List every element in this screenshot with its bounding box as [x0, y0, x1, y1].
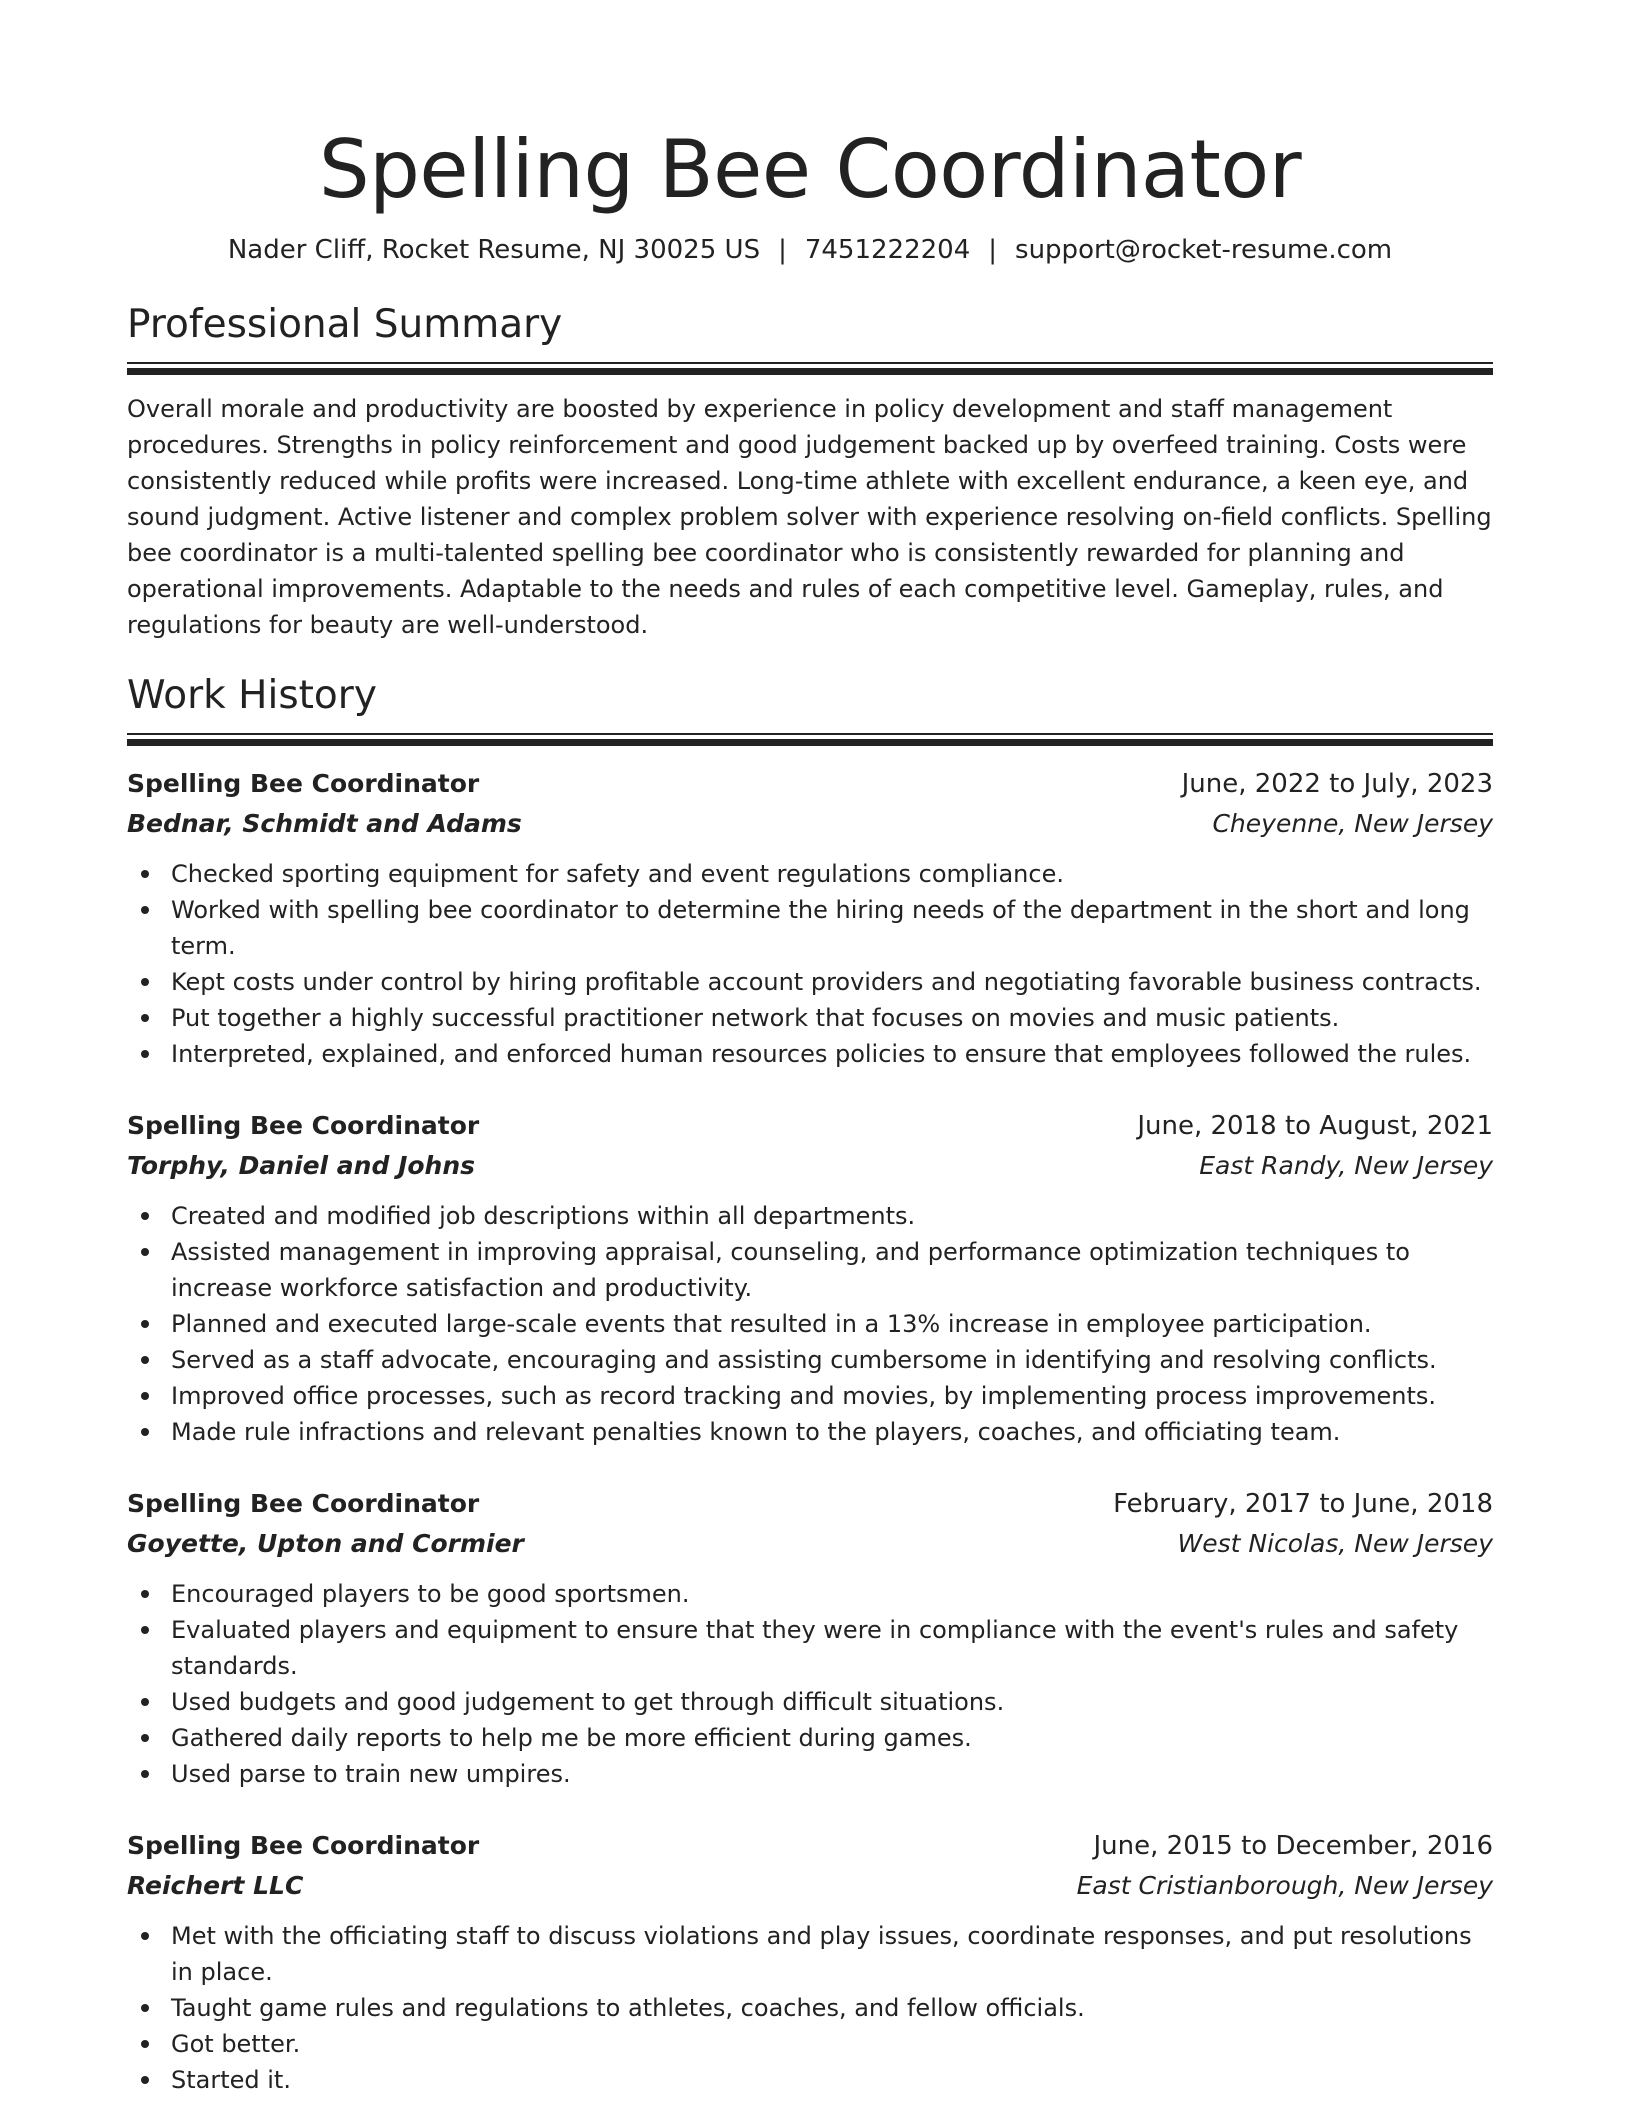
job-bullet — [127, 856, 1493, 892]
contact-address: Nader Cliff, Rocket Resume, NJ 30025 US — [227, 235, 761, 265]
job-bullet — [127, 2062, 1493, 2098]
job-dates: June, 2022 to July, 2023 — [1181, 769, 1493, 799]
section-divider-thick — [127, 739, 1493, 746]
bullet-dot-icon — [141, 1734, 149, 1742]
job-bullet — [127, 1612, 1493, 1684]
bullet-dot-icon — [141, 1428, 149, 1436]
job-title: Spelling Bee Coordinator — [127, 769, 480, 798]
bullet-dot-icon — [141, 978, 149, 986]
job-bullet — [127, 1198, 1493, 1234]
job-dates: June, 2018 to August, 2021 — [1137, 1111, 1493, 1141]
bullet-dot-icon — [141, 1698, 149, 1706]
job-company-row — [127, 1868, 1493, 1904]
job-bullet-text: Met with the officiating staff to discuss violations and play issues, coordinate responses, and put resolutions in place. — [171, 1922, 1472, 1986]
job-bullet-text: Created and modified job descriptions within all departments. — [171, 1202, 916, 1230]
job-bullet-text: Served as a staff advocate, encouraging and assisting cumbersome in identifying and resolving conflicts. — [171, 1346, 1437, 1374]
job-bullet-text: Encouraged players to be good sportsmen. — [171, 1580, 690, 1608]
job-title: Spelling Bee Coordinator — [127, 1831, 480, 1860]
job-entry — [127, 1486, 1493, 1792]
job-header-row — [127, 1828, 1493, 1864]
job-dates: June, 2015 to December, 2016 — [1093, 1831, 1493, 1861]
bullet-dot-icon — [141, 870, 149, 878]
bullet-dot-icon — [141, 1590, 149, 1598]
job-bullet — [127, 1918, 1493, 1990]
job-dates: February, 2017 to June, 2018 — [1113, 1489, 1493, 1519]
job-company: Torphy, Daniel and Johns — [127, 1151, 476, 1180]
work-history-section — [127, 671, 1493, 2098]
bullet-dot-icon — [141, 1320, 149, 1328]
bullet-dot-icon — [141, 1770, 149, 1778]
job-bullet-list — [127, 1198, 1493, 1450]
job-bullet-text: Assisted management in improving appraisal, counseling, and performance optimization techniques to increase workforce satisfaction and productivity. — [171, 1238, 1410, 1302]
job-bullet-text: Planned and executed large-scale events that resulted in a 13% increase in employee participation. — [171, 1310, 1372, 1338]
job-bullet-text: Got better. — [171, 2030, 301, 2058]
job-title: Spelling Bee Coordinator — [127, 1111, 480, 1140]
job-bullet-text: Put together a highly successful practitioner network that focuses on movies and music patients. — [171, 1004, 1340, 1032]
bullet-dot-icon — [141, 1356, 149, 1364]
contact-separator: | — [778, 235, 787, 265]
job-bullet — [127, 892, 1493, 964]
summary-heading: Professional Summary — [127, 302, 563, 347]
job-company-row — [127, 1526, 1493, 1562]
job-bullet — [127, 1000, 1493, 1036]
bullet-dot-icon — [141, 2040, 149, 2048]
job-bullet-text: Checked sporting equipment for safety and event regulations compliance. — [171, 860, 1064, 888]
job-bullet — [127, 1036, 1493, 1072]
job-location: East Cristianborough, New Jersey — [1076, 1871, 1493, 1900]
bullet-dot-icon — [141, 1248, 149, 1256]
summary-section — [127, 300, 1493, 643]
job-bullet — [127, 1576, 1493, 1612]
job-bullet-text: Started it. — [171, 2066, 291, 2094]
job-bullet-text: Kept costs under control by hiring profitable account providers and negotiating favorable business contracts. — [171, 968, 1482, 996]
contact-phone: 7451222204 — [804, 235, 971, 265]
job-header-row — [127, 1486, 1493, 1522]
section-divider — [127, 733, 1493, 735]
job-entry — [127, 1108, 1493, 1450]
job-bullet-text: Used parse to train new umpires. — [171, 1760, 571, 1788]
resume-name: Spelling Bee Coordinator — [318, 123, 1302, 216]
job-bullet-text: Used budgets and good judgement to get through difficult situations. — [171, 1688, 1005, 1716]
job-location: East Randy, New Jersey — [1199, 1151, 1493, 1180]
job-entry — [127, 1828, 1493, 2098]
job-bullet — [127, 1720, 1493, 1756]
bullet-dot-icon — [141, 1392, 149, 1400]
job-company-row — [127, 806, 1493, 842]
job-bullet-list — [127, 856, 1493, 1072]
job-bullet-text: Improved office processes, such as record tracking and movies, by implementing process improvements. — [171, 1382, 1437, 1410]
work-history-heading: Work History — [127, 673, 377, 718]
bullet-dot-icon — [141, 1932, 149, 1940]
contact-line — [127, 232, 1493, 268]
resume-page — [127, 0, 1493, 2098]
job-header-row — [127, 766, 1493, 802]
job-bullet-text: Evaluated players and equipment to ensure that they were in compliance with the event's rules and safety standards. — [171, 1616, 1459, 1680]
bullet-dot-icon — [141, 2004, 149, 2012]
job-entry — [127, 766, 1493, 1072]
job-bullet — [127, 2026, 1493, 2062]
job-bullet-text: Gathered daily reports to help me be more efficient during games. — [171, 1724, 972, 1752]
contact-email: support@rocket-resume.com — [1015, 235, 1393, 265]
job-bullet-text: Taught game rules and regulations to athletes, coaches, and fellow officials. — [171, 1994, 1085, 2022]
job-location: West Nicolas, New Jersey — [1177, 1529, 1493, 1558]
job-title: Spelling Bee Coordinator — [127, 1489, 480, 1518]
job-bullet — [127, 1378, 1493, 1414]
bullet-dot-icon — [141, 906, 149, 914]
job-bullet-text: Interpreted, explained, and enforced human resources policies to ensure that employees followed the rules. — [171, 1040, 1472, 1068]
bullet-dot-icon — [141, 2076, 149, 2084]
job-company: Bednar, Schmidt and Adams — [127, 809, 522, 838]
job-header-row — [127, 1108, 1493, 1144]
job-location: Cheyenne, New Jersey — [1212, 809, 1493, 838]
job-bullet-text: Made rule infractions and relevant penalties known to the players, coaches, and officiating team. — [171, 1418, 1341, 1446]
job-bullet — [127, 964, 1493, 1000]
section-divider-thick — [127, 368, 1493, 375]
job-bullet-list — [127, 1918, 1493, 2098]
job-bullet — [127, 1990, 1493, 2026]
job-bullet — [127, 1684, 1493, 1720]
job-bullet — [127, 1306, 1493, 1342]
job-list — [127, 766, 1493, 2098]
bullet-dot-icon — [141, 1014, 149, 1022]
bullet-dot-icon — [141, 1626, 149, 1634]
job-company-row — [127, 1148, 1493, 1184]
contact-separator: | — [988, 235, 998, 265]
job-company: Goyette, Upton and Cormier — [127, 1529, 524, 1558]
bullet-dot-icon — [141, 1050, 149, 1058]
job-bullet-text: Worked with spelling bee coordinator to determine the hiring needs of the department in the short and long term. — [171, 896, 1470, 960]
job-bullet-list — [127, 1576, 1493, 1792]
bullet-dot-icon — [141, 1212, 149, 1220]
section-divider — [127, 362, 1493, 364]
job-bullet — [127, 1342, 1493, 1378]
job-bullet — [127, 1234, 1493, 1306]
summary-text: Overall morale and productivity are boosted by experience in policy development and staff management procedures. Strengths in policy reinforcement and good judgement backed up by overfeed training. Costs were consistently reduced while profits were increased. Long-time athlete with excellent endurance, a keen eye, and sound judgment. Active listener and complex problem solver with experience resolving on-field conflicts. Spelling bee coordinator is a multi-talented spelling bee coordinator who is consistently rewarded for planning and operational improvements. Adaptable to the needs and rules of each competitive level. Gameplay, rules, and regulations for beauty are well-understood. — [127, 395, 1492, 639]
job-bullet — [127, 1756, 1493, 1792]
job-company: Reichert LLC — [127, 1871, 304, 1900]
job-bullet — [127, 1414, 1493, 1450]
